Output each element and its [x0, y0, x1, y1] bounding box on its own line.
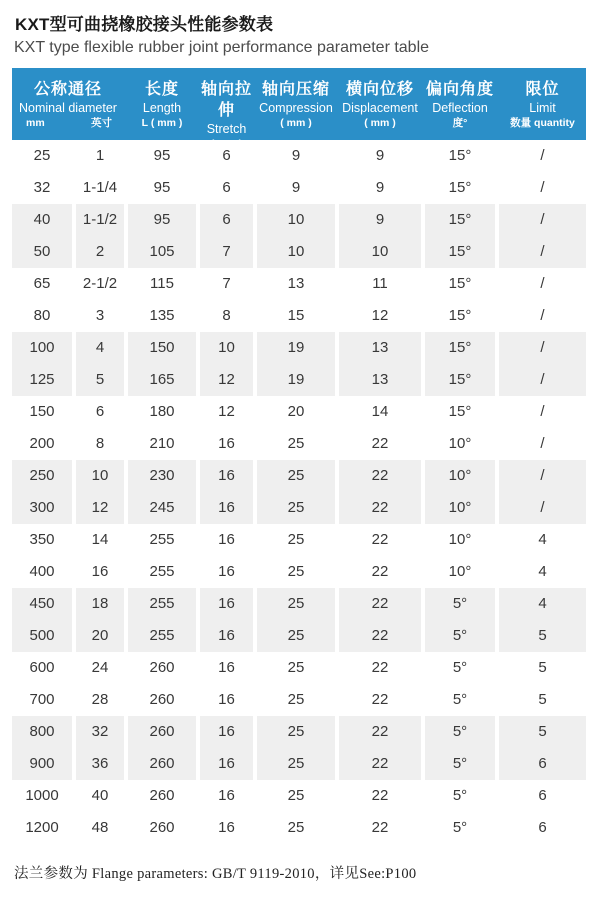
table-cell: / — [540, 147, 545, 164]
table-cell: 20 — [76, 620, 124, 652]
table-cell: 16 — [200, 716, 253, 748]
table-cell: 22 — [371, 531, 389, 548]
table-cell: 260 — [149, 659, 175, 676]
table-cell: 16 — [218, 563, 235, 580]
table-cell: 24 — [91, 659, 109, 676]
table-cell: 16 — [200, 492, 253, 524]
table-row — [12, 524, 586, 556]
header-unit-label: L ( mm ) — [141, 117, 183, 129]
table-cell: 135 — [149, 307, 175, 324]
table-cell: 25 — [257, 620, 335, 652]
table-cell: 13 — [339, 332, 421, 364]
table-cell: 25 — [257, 716, 335, 748]
table-row — [12, 780, 586, 812]
table-cell: 5 — [538, 659, 547, 676]
table-cell: 25 — [287, 787, 305, 804]
table-cell: 22 — [339, 748, 421, 780]
header-subunits — [12, 116, 124, 130]
table-cell: 25 — [287, 435, 305, 452]
table-cell: 20 — [287, 403, 305, 420]
table-cell: 165 — [128, 364, 196, 396]
table-cell: 15 — [287, 307, 305, 324]
table-cell: 16 — [200, 620, 253, 652]
table-cell: 25 — [257, 588, 335, 620]
table-cell: 16 — [218, 435, 235, 452]
table-cell: 10° — [425, 460, 495, 492]
table-cell: 5° — [452, 819, 468, 836]
table-cell: 32 — [76, 716, 124, 748]
table-cell: 6 — [538, 787, 547, 804]
table-cell: 4 — [538, 531, 547, 548]
table-cell: 22 — [371, 435, 389, 452]
table-cell: 15° — [448, 307, 472, 324]
table-cell: 245 — [128, 492, 196, 524]
table-cell: 450 — [12, 588, 72, 620]
table-cell: 22 — [339, 588, 421, 620]
table-cell: 5° — [425, 620, 495, 652]
header-en-label: Stretch — [206, 122, 247, 136]
table-cell: 10° — [448, 435, 472, 452]
table-cell: 65 — [33, 275, 51, 292]
header-cn-label: 公称通径 — [33, 81, 102, 98]
table-cell: 22 — [339, 460, 421, 492]
table-cell: 260 — [149, 691, 175, 708]
table-cell: 210 — [149, 435, 175, 452]
table-cell: / — [499, 492, 586, 524]
table-cell: 1 — [95, 147, 105, 164]
table-cell: 1000 — [25, 787, 59, 804]
table-cell: 22 — [371, 563, 389, 580]
table-cell: 25 — [287, 659, 305, 676]
table-cell: 16 — [218, 691, 235, 708]
table-cell: 25 — [257, 748, 335, 780]
table-row — [12, 396, 586, 428]
table-cell: 125 — [12, 364, 72, 396]
table-row — [12, 332, 586, 364]
table-cell: 16 — [200, 748, 253, 780]
table-cell: 22 — [371, 819, 389, 836]
page-subtitle: KXT type flexible rubber joint performance parameter table — [14, 39, 430, 56]
header-en-label: Displacement — [342, 101, 418, 115]
table-cell: 260 — [149, 787, 175, 804]
table-cell: 50 — [12, 236, 72, 268]
table-cell: 4 — [499, 588, 586, 620]
table-cell: 10° — [425, 492, 495, 524]
table-cell: 15° — [425, 236, 495, 268]
table-cell: 25 — [287, 691, 305, 708]
header-cn-label: 限位 — [525, 81, 560, 98]
table-cell: 22 — [371, 659, 389, 676]
table-cell: 5 — [76, 364, 124, 396]
table-cell: / — [540, 179, 545, 196]
table-cell: 14 — [91, 531, 109, 548]
parameter-table — [12, 68, 586, 844]
table-cell: 150 — [128, 332, 196, 364]
table-row — [12, 236, 586, 268]
table-cell: 600 — [29, 659, 55, 676]
table-cell: 255 — [149, 563, 175, 580]
table-cell: 255 — [128, 588, 196, 620]
table-cell: 48 — [91, 819, 109, 836]
table-row — [12, 748, 586, 780]
table-cell: 25 — [257, 492, 335, 524]
table-cell: 900 — [12, 748, 72, 780]
header-sub-inch: 英寸 — [91, 117, 112, 129]
table-cell: 95 — [128, 204, 196, 236]
table-cell: 500 — [12, 620, 72, 652]
header-en-label: Compression — [259, 101, 333, 115]
table-row — [12, 652, 586, 684]
header-unit-label: ( mm ) — [364, 117, 396, 129]
table-row — [12, 268, 586, 300]
table-row — [12, 140, 586, 172]
header-unit-label: ( mm ) — [280, 117, 312, 129]
table-cell: 5 — [499, 620, 586, 652]
table-header-row — [12, 68, 586, 150]
table-cell: 10 — [200, 332, 253, 364]
header-unit-label: 数量 quantity — [510, 117, 575, 129]
table-row — [12, 428, 586, 460]
header-cn-label: 轴向拉伸 — [200, 81, 252, 119]
table-cell: / — [499, 204, 586, 236]
table-cell: 5° — [425, 716, 495, 748]
table-cell: 250 — [12, 460, 72, 492]
header-cn-label: 长度 — [144, 81, 179, 98]
table-cell: 22 — [371, 787, 389, 804]
table-row — [12, 460, 586, 492]
table-cell: 12 — [218, 403, 235, 420]
table-cell: 4 — [538, 563, 547, 580]
table-cell: 28 — [91, 691, 109, 708]
table-cell: 32 — [33, 179, 51, 196]
header-en-label: Deflection — [432, 101, 488, 115]
table-cell: 9 — [375, 179, 385, 196]
table-cell: 10 — [257, 236, 335, 268]
table-cell: / — [540, 307, 545, 324]
table-cell: 10° — [448, 563, 472, 580]
table-cell: 16 — [200, 460, 253, 492]
table-cell: 260 — [149, 819, 175, 836]
table-cell: 15° — [448, 275, 472, 292]
table-row — [12, 812, 586, 844]
table-cell: 15° — [448, 403, 472, 420]
table-cell: 16 — [218, 819, 235, 836]
table-cell: 260 — [128, 716, 196, 748]
table-cell: 16 — [200, 588, 253, 620]
table-cell: 40 — [12, 204, 72, 236]
table-cell: 5 — [499, 716, 586, 748]
table-cell: 9 — [291, 147, 301, 164]
table-cell: 9 — [375, 147, 385, 164]
table-cell: 80 — [33, 307, 51, 324]
table-cell: 200 — [29, 435, 55, 452]
header-unit-label: ( mm ) — [210, 138, 243, 150]
table-cell: 3 — [95, 307, 105, 324]
table-cell: 25 — [287, 819, 305, 836]
table-cell: 10° — [448, 531, 472, 548]
table-cell: 350 — [29, 531, 55, 548]
table-cell: 260 — [128, 748, 196, 780]
table-row — [12, 588, 586, 620]
table-cell: 95 — [153, 179, 171, 196]
table-cell: 5° — [425, 588, 495, 620]
table-cell: 2 — [76, 236, 124, 268]
table-cell: 1200 — [25, 819, 59, 836]
table-cell: 6 — [95, 403, 105, 420]
table-cell: 115 — [150, 275, 174, 292]
table-cell: 300 — [12, 492, 72, 524]
table-cell: 4 — [76, 332, 124, 364]
table-cell: 1-1/2 — [76, 204, 124, 236]
table-cell: 36 — [76, 748, 124, 780]
table-cell: 25 — [287, 563, 305, 580]
header-cn-label: 横向位移 — [345, 81, 414, 98]
table-row — [12, 620, 586, 652]
table-cell: 400 — [29, 563, 55, 580]
table-cell: 14 — [371, 403, 389, 420]
table-cell: 5 — [538, 691, 547, 708]
table-cell: 15° — [425, 364, 495, 396]
table-cell: 230 — [128, 460, 196, 492]
table-cell: 6 — [499, 748, 586, 780]
table-row — [12, 300, 586, 332]
table-body — [12, 140, 586, 844]
table-cell: 19 — [257, 364, 335, 396]
table-cell: / — [499, 236, 586, 268]
table-cell: 25 — [33, 147, 51, 164]
table-row — [12, 492, 586, 524]
table-cell: 180 — [149, 403, 175, 420]
table-cell: 255 — [149, 531, 175, 548]
table-cell: 15° — [425, 332, 495, 364]
table-cell: 9 — [339, 204, 421, 236]
table-row — [12, 364, 586, 396]
table-cell: 18 — [76, 588, 124, 620]
table-cell: 6 — [538, 819, 547, 836]
header-unit-label: 度° — [452, 117, 468, 129]
page-title: KXT型可曲挠橡胶接头性能参数表 — [15, 15, 274, 34]
table-cell: 8 — [222, 307, 231, 324]
table-cell: 2-1/2 — [82, 275, 118, 292]
table-cell: 10 — [339, 236, 421, 268]
page — [0, 15, 600, 905]
table-cell: 5° — [425, 748, 495, 780]
table-cell: 25 — [287, 531, 305, 548]
table-cell: 15° — [425, 204, 495, 236]
table-cell: 15° — [448, 179, 472, 196]
table-cell: 16 — [218, 659, 235, 676]
table-cell: 8 — [95, 435, 105, 452]
table-cell: 22 — [371, 691, 389, 708]
table-cell: / — [499, 332, 586, 364]
table-cell: 7 — [200, 236, 253, 268]
table-cell: 16 — [218, 531, 235, 548]
table-row — [12, 172, 586, 204]
table-cell: 12 — [76, 492, 124, 524]
table-cell: 11 — [372, 275, 388, 292]
table-cell: 9 — [291, 179, 301, 196]
table-cell: 16 — [91, 563, 109, 580]
header-cn-label: 轴向压缩 — [261, 81, 330, 98]
table-cell: / — [540, 435, 545, 452]
table-cell: 22 — [339, 716, 421, 748]
header-cn-label: 偏向角度 — [425, 81, 494, 98]
table-cell: 5° — [452, 787, 468, 804]
header-en-label: Nominal diameter — [19, 101, 117, 115]
table-cell: 25 — [257, 460, 335, 492]
table-cell: / — [540, 403, 545, 420]
table-row — [12, 684, 586, 716]
table-cell: 10 — [76, 460, 124, 492]
header-sub-mm: mm — [26, 117, 45, 129]
table-cell: 22 — [339, 492, 421, 524]
table-cell: 6 — [222, 147, 231, 164]
table-cell: 100 — [12, 332, 72, 364]
table-cell: 255 — [128, 620, 196, 652]
table-cell: / — [499, 460, 586, 492]
table-cell: 700 — [29, 691, 55, 708]
header-en-label: Limit — [529, 101, 556, 115]
table-cell: 105 — [128, 236, 196, 268]
table-cell: 13 — [339, 364, 421, 396]
table-cell: 5° — [452, 659, 468, 676]
table-row — [12, 204, 586, 236]
table-cell: 6 — [200, 204, 253, 236]
table-cell: 40 — [91, 787, 109, 804]
table-cell: 12 — [371, 307, 389, 324]
table-cell: 6 — [222, 179, 231, 196]
table-cell: 150 — [29, 403, 55, 420]
table-cell: 22 — [339, 620, 421, 652]
table-row — [12, 716, 586, 748]
header-en-label: Length — [142, 101, 182, 115]
table-cell: 95 — [153, 147, 171, 164]
table-row — [12, 556, 586, 588]
table-cell: 5° — [452, 691, 468, 708]
table-cell: / — [540, 275, 545, 292]
table-cell: 12 — [200, 364, 253, 396]
flange-parameters-note: 法兰参数为 Flange parameters: GB/T 9119-2010，详见See:P100 — [14, 866, 417, 882]
table-cell: 13 — [287, 275, 305, 292]
table-cell: 19 — [257, 332, 335, 364]
table-cell: 1-1/4 — [82, 179, 118, 196]
table-cell: 15° — [448, 147, 472, 164]
table-cell: 800 — [12, 716, 72, 748]
table-cell: 7 — [222, 275, 231, 292]
table-cell: 10 — [257, 204, 335, 236]
table-cell: / — [499, 364, 586, 396]
table-cell: 16 — [218, 787, 235, 804]
